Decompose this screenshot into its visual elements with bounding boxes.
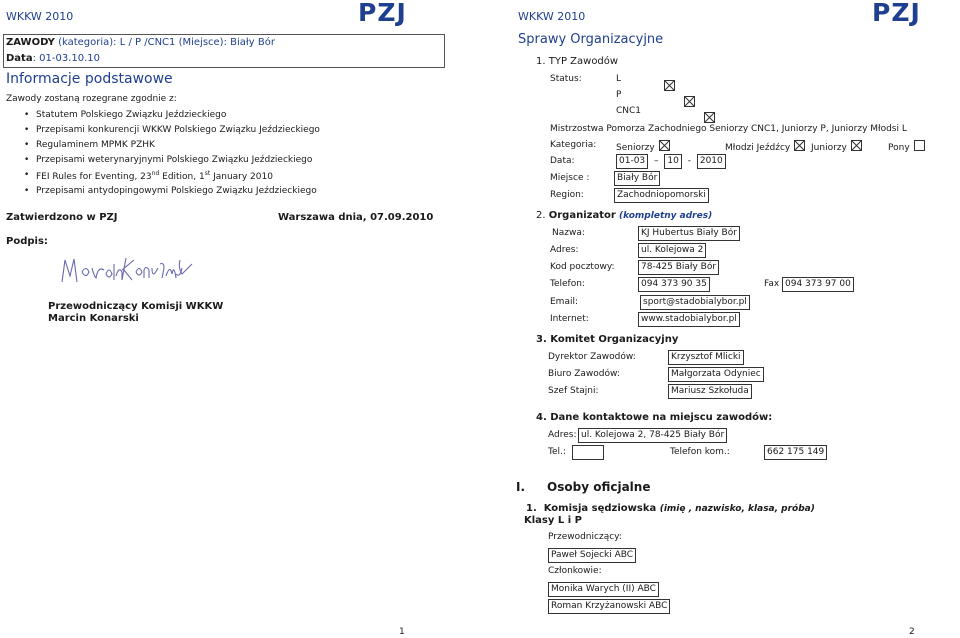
k1-heading: 1. Komisja sędziowska (imię , nazwisko, klasa, próba) [526, 503, 815, 514]
przew-label: Przewodniczący: [548, 532, 622, 542]
seniorzy-checkbox[interactable] [659, 140, 670, 151]
section-title: Informacje podstawowe [6, 71, 173, 87]
dyrektor-field[interactable]: Krzysztof Mlicki [668, 350, 744, 365]
rule-item: • Statutem Polskiego Związku Jeździeckiego [36, 110, 226, 120]
fax-label: Fax [764, 279, 780, 289]
k1-classes: Klasy L i P [524, 515, 582, 526]
rule-item: • Regulaminem MPMK PZHK [36, 140, 155, 150]
miejsce-field[interactable]: Biały Bór [614, 171, 660, 186]
czlonk-label: Członkowie: [548, 566, 602, 576]
email-label: Email: [550, 297, 579, 307]
rules-intro: Zawody zostaną rozegrane zgodnie z: [6, 94, 177, 104]
right-header-logo: PZJ [872, 0, 921, 27]
right-page-number: 2 [909, 627, 915, 637]
kategoria-seniorzy: Seniorzy [616, 140, 670, 153]
place-date: Warszawa dnia, 07.09.2010 [278, 212, 434, 223]
tel-label: Tel.: [548, 447, 566, 457]
szef-field[interactable]: Mariusz Szkołuda [668, 384, 752, 399]
miejsce-label: Miejsce : [550, 173, 590, 183]
region-label: Region: [550, 190, 584, 200]
telefon-label: Telefon: [550, 279, 585, 289]
rule-item: • Przepisami konkurencji WKKW Polskiego Związku Jeździeckiego [36, 125, 320, 135]
kod-label: Kod pocztowy: [550, 262, 615, 272]
czlonek-field[interactable]: Roman Krzyżanowski ABC [548, 599, 670, 614]
status-option-cnc1: CNC1 [616, 106, 642, 116]
banner-line-2 [6, 53, 100, 64]
szef-label: Szef Stajni: [548, 386, 599, 396]
s4-adres-field[interactable]: ul. Kolejowa 2, 78-425 Biały Bór [578, 428, 727, 443]
data-fields: 01-03 – 10 - 2010 [616, 154, 726, 169]
s4-heading: 4. Dane kontaktowe na miejscu zawodów: [536, 412, 773, 423]
date-month-field[interactable]: 10 [664, 154, 681, 169]
kategoria-label: Kategoria: [550, 140, 597, 150]
kategoria-mlodzi: Młodzi Jeźdźcy [725, 140, 805, 153]
status-option-p: P [616, 90, 622, 100]
banner-date: : 01-03.10.10 [32, 53, 100, 64]
handwritten-signature [58, 250, 198, 290]
przew-field[interactable]: Paweł Sojecki ABC [548, 548, 636, 563]
juniorzy-checkbox[interactable] [851, 140, 862, 151]
status-l-checkbox[interactable] [664, 80, 675, 91]
adres-field[interactable]: ul. Kolejowa 2 [638, 243, 706, 258]
s3-heading: 3. Komitet Organizacyjny [536, 334, 679, 345]
biuro-label: Biuro Zawodów: [548, 369, 620, 379]
biuro-field[interactable]: Małgorzata Odyniec [668, 367, 764, 382]
signature-label: Podpis: [6, 236, 48, 247]
left-header-title: WKKW 2010 [6, 10, 74, 23]
banner-line-1 [6, 37, 275, 48]
kod-field[interactable]: 78-425 Biały Bór [638, 260, 719, 275]
telkom-label: Telefon kom.: [670, 447, 730, 457]
banner-data-label: Data [6, 53, 33, 64]
left-page-number: 1 [399, 627, 405, 637]
rule-item: • Przepisami antydopingowymi Polskiego Związku Jeździeckiego [36, 186, 317, 196]
banner-zawody-label: ZAWODY [6, 37, 55, 48]
kategoria-juniorzy: Juniorzy [811, 140, 862, 153]
dyrektor-label: Dyrektor Zawodów: [548, 352, 636, 362]
approved-label: Zatwierdzono w PZJ [6, 212, 118, 223]
pony-checkbox[interactable] [914, 140, 925, 151]
status-option-l: L [616, 74, 622, 84]
kategoria-pony: Pony [888, 140, 925, 153]
mlodzi-checkbox[interactable] [794, 140, 805, 151]
tel-field[interactable] [572, 445, 604, 460]
nazwa-field[interactable]: KJ Hubertus Biały Bór [638, 226, 740, 241]
org-title: Sprawy Organizacyjne [518, 32, 664, 47]
internet-label: Internet: [550, 314, 589, 324]
rule-item-fei: • FEI Rules for Eventing, 23nd Edition, 1st January 2010 [36, 170, 273, 182]
fax-field[interactable]: 094 373 97 00 [782, 277, 854, 292]
signer-name: Marcin Konarski [48, 313, 139, 324]
signer-title: Przewodniczący Komisji WKKW [48, 301, 224, 312]
right-header-title: WKKW 2010 [518, 10, 586, 23]
s1-heading: 1. TYP Zawodów [536, 56, 619, 67]
status-cnc1-checkbox[interactable] [704, 112, 715, 123]
date-days-field[interactable]: 01-03 [616, 154, 648, 169]
championship-text: Mistrzostwa Pomorza Zachodniego Seniorzy CNC1, Juniorzy P, Juniorzy Młodsi L [550, 124, 907, 134]
sI-heading: I. Osoby oficjalne [516, 480, 651, 494]
s4-adres-label: Adres: [548, 430, 577, 440]
s2-heading: 2. Organizator (kompletny adres) [536, 210, 713, 221]
email-field[interactable]: sport@stadobialybor.pl [640, 295, 750, 310]
czlonek-field[interactable]: Monika Warych (II) ABC [548, 582, 659, 597]
status-label: Status: [550, 74, 582, 84]
banner-category-place: (kategoria): L / P /CNC1 (Miejsce): Biały Bór [54, 37, 275, 48]
adres-label: Adres: [550, 245, 579, 255]
region-field[interactable]: Zachodniopomorski [614, 188, 709, 203]
internet-field[interactable]: www.stadobialybor.pl [638, 312, 740, 327]
telkom-field[interactable]: 662 175 149 [764, 445, 827, 460]
telefon-field[interactable]: 094 373 90 35 [638, 277, 710, 292]
data-label: Data: [550, 156, 575, 166]
left-header-logo: PZJ [358, 0, 407, 27]
date-year-field[interactable]: 2010 [697, 154, 726, 169]
status-p-checkbox[interactable] [684, 96, 695, 107]
nazwa-label: Nazwa: [552, 228, 585, 238]
rule-item: • Przepisami weterynaryjnymi Polskiego Związku Jeździeckiego [36, 155, 312, 165]
